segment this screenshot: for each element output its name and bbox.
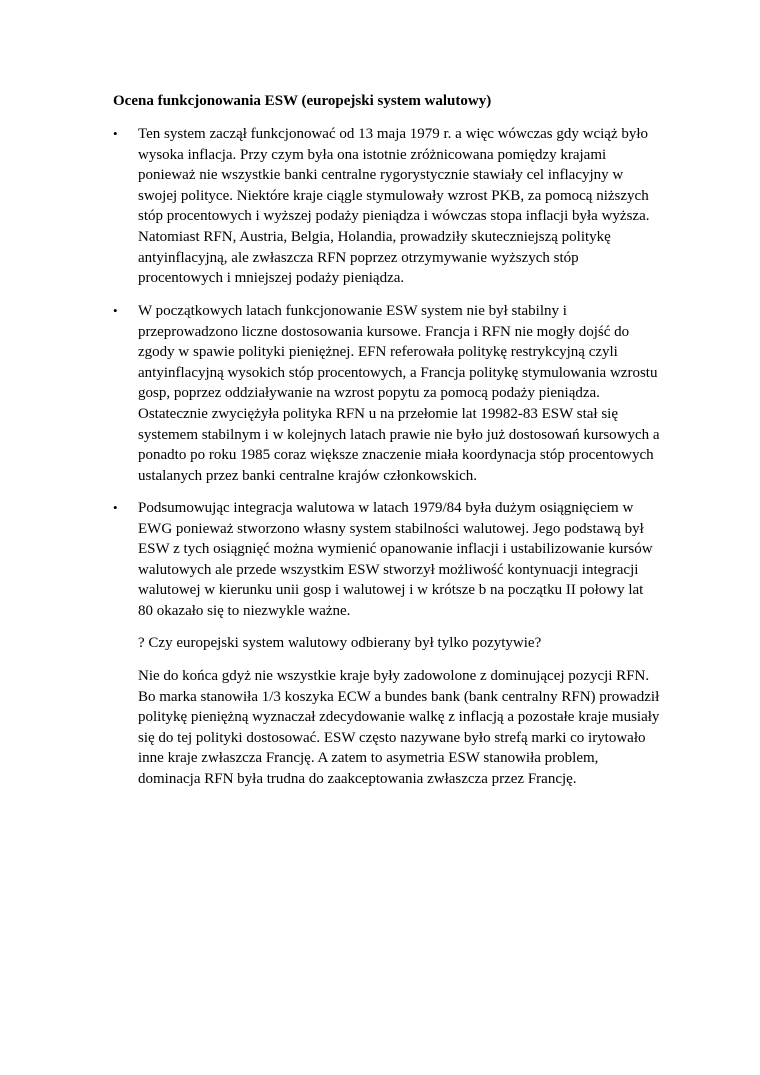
bullet-text [138,498,678,622]
text-line: ESW z tych osiągnięć można wymienić opanowanie inflacji i ustabilizowanie kursów [138,541,653,558]
bullet-dot-icon: • [113,500,118,515]
text-line: Podsumowując integracja walutowa w latach 1979/84 była dużym osiągnięciem w [138,500,634,516]
text-line: antyinflacyjną wysokich stóp procentowych, a Francja politykę stymulowania wzrostu [138,364,658,381]
text-line: dominacja RFN była trudna do zaakceptowania zwłaszcza przez Francję. [138,770,577,787]
text-line: Bo marka stanowiła 1/3 koszyka ECW a bundes bank (bank centralny RFN) prowadził [138,688,660,705]
text-line: stóp procentowych i wyższej podaży pieniądza i wówczas stopa inflacji była wyższa. [138,208,650,225]
answer-paragraph [138,666,678,790]
text-line: przeprowadzono liczne dostosowania kursowe. Francja i RFN nie mogły dojść do [138,323,630,340]
text-line: się do tej polityki dostosować. ESW często nazywane było strefą marki co irytowało [138,729,646,746]
text-line: systemem stabilnym i w kolejnych latach prawie nie było już dostosowań kursowych a [138,426,660,443]
text-line: ustalanych przez banki centralne krajów członkowskich. [138,467,478,484]
bullet-dot-icon: • [113,126,118,141]
question-paragraph [138,633,678,654]
text-line: Ostatecznie zwyciężyła polityka RFN u na przełomie lat 19982-83 ESW stał się [138,405,619,422]
text-line: W początkowych latach funkcjonowanie ESW system nie był stabilny i [138,303,567,319]
text-line: antyinflacyjną, ale zwłaszcza RFN poprzez otrzymywanie wyższych stóp [138,249,579,266]
text-line: Nie do końca gdyż nie wszystkie kraje były zadowolone z dominującej pozycji RFN. [138,668,650,684]
text-line: walutowej w kierunku unii gosp i walutowej i w krótsze b na początku II połowy lat [138,582,644,599]
text-line: ? Czy europejski system walutowy odbierany był tylko pozytywie? [138,635,542,651]
text-line: 80 okazało się to niezwykle ważne. [138,602,351,619]
bullet-text [138,124,678,289]
document-title: Ocena funkcjonowania ESW (europejski system walutowy) [113,93,492,109]
text-line: inne kraje zwłaszcza Francję. A zatem to asymetria ESW stanowiła problem, [138,750,599,767]
text-line: zgody w spawie polityki pieniężnej. EFN referowała politykę restrykcyjną czyli [138,344,618,361]
text-line: gosp, poprzez oddziaływanie na wzrost popytu za pomocą podaży pieniądza. [138,385,600,402]
text-line: wysoka inflacja. Przy czym była ona istotnie zróżnicowana pomiędzy krajami [138,146,607,163]
text-line: procentowych i mniejszej podaży pieniądza. [138,270,405,287]
text-line: Ten system zaczął funkcjonować od 13 maja 1979 r. a więc wówczas gdy wciąż było [138,126,649,142]
text-line: swojej polityce. Niektóre kraje ciągle stymulowały wzrost PKB, za pomocą niższych [138,187,649,204]
text-line: ponieważ nie wszystkie banki centralne rygorystycznie stawiały cel inflacyjny w [138,167,624,184]
text-line: Natomiast RFN, Austria, Belgia, Holandia, prowadziły skuteczniejszą politykę [138,228,611,245]
bullet-text [138,301,678,486]
text-line: politykę pieniężną wyznaczał zdecydowanie walkę z inflacją a pozostałe kraje musiały [138,709,660,726]
text-line: ponadto po roku 1985 coraz większe znaczenie miała koordynacja stóp procentowych [138,447,654,464]
text-line: EWG ponieważ stworzono własny system stabilności walutowej. Jego podstawą był [138,520,644,537]
bullet-dot-icon: • [113,303,118,318]
text-line: walutowych ale przede wszystkim ESW stworzył możliwość kontynuacji integracji [138,561,639,578]
